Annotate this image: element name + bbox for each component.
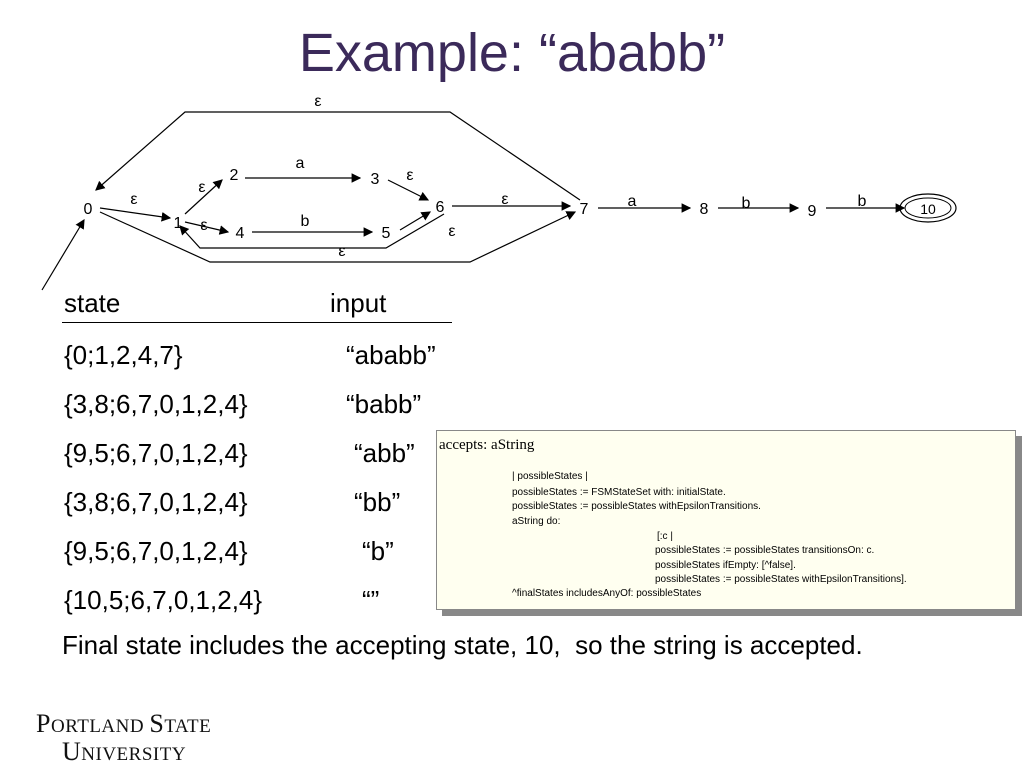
table-row-state: {3,8;6,7,0,1,2,4}	[64, 389, 248, 419]
table-row-state: {0;1,2,4,7}	[64, 340, 183, 370]
code-line: possibleStates := possibleStates transitionsOn: c.	[655, 545, 875, 556]
edge-6-1	[180, 214, 444, 248]
table-row-input: “bb”	[354, 487, 401, 517]
label-a-2-3: a	[295, 155, 305, 172]
accepting-state-10	[900, 194, 956, 222]
logo-text: NIVERSITY	[81, 744, 187, 765]
code-line: possibleStates := possibleStates withEpsilonTransitions.	[512, 501, 761, 512]
code-line: | possibleStates |	[512, 471, 588, 482]
nfa-diagram	[0, 0, 1024, 300]
state-3: 3	[370, 171, 380, 188]
label-e-5-6: ε	[448, 223, 456, 240]
label-e-1-2: ε	[198, 179, 206, 196]
university-logo	[36, 709, 212, 768]
code-line: possibleStates := FSMStateSet with: initialState.	[512, 487, 726, 498]
label-b-8-9: b	[741, 195, 751, 212]
label-a-7-8: a	[627, 193, 637, 210]
label-b-9-10: b	[857, 193, 867, 210]
state-8: 8	[699, 201, 709, 218]
code-line: [:c |	[657, 531, 673, 542]
table-row-input: “”	[362, 585, 380, 615]
header-divider	[62, 322, 452, 323]
table-header-state: state	[64, 288, 121, 318]
label-b-4-5: b	[300, 213, 310, 230]
table-row-state: {9,5;6,7,0,1,2,4}	[64, 536, 248, 566]
table-header-input: input	[330, 288, 387, 318]
logo-letter: U	[62, 737, 82, 766]
code-line: ^finalStates includesAnyOf: possibleStates	[512, 588, 702, 599]
label-e-6-1: ε	[338, 243, 346, 260]
table-row-state: {10,5;6,7,0,1,2,4}	[64, 585, 263, 615]
code-snippet-box	[436, 430, 1016, 610]
state-9: 9	[807, 203, 817, 220]
label-e-1-4: ε	[200, 217, 208, 234]
logo-letter: S	[149, 709, 165, 738]
table-row-input: “babb”	[346, 389, 422, 419]
label-e-3-6: ε	[406, 167, 414, 184]
state-1: 1	[173, 215, 183, 232]
table-row-input: “b”	[362, 536, 394, 566]
code-line: aString do:	[512, 516, 561, 527]
label-e-6-7: ε	[501, 191, 509, 208]
table-row-state: {3,8;6,7,0,1,2,4}	[64, 487, 248, 517]
logo-text: TATE	[164, 716, 212, 737]
label-e-0-1: ε	[130, 191, 138, 208]
label-top-epsilon: ε	[314, 93, 322, 110]
conclusion-text: Final state includes the accepting state, 10, so the string is accepted.	[62, 630, 863, 660]
state-10: 10	[920, 201, 936, 217]
start-arrow	[42, 220, 84, 290]
state-5: 5	[381, 225, 391, 242]
table-row-input: “abb”	[354, 438, 415, 468]
edge-5-6	[400, 212, 430, 230]
table-row-input: “ababb”	[346, 340, 436, 370]
edge-top-epsilon	[96, 112, 580, 200]
logo-text: ORTLAND	[50, 716, 150, 737]
state-4: 4	[235, 225, 245, 242]
table-row-state: {9,5;6,7,0,1,2,4}	[64, 438, 248, 468]
code-title: accepts: aString	[439, 437, 535, 453]
code-line: possibleStates := possibleStates withEpsilonTransitions].	[655, 574, 907, 585]
state-0: 0	[83, 201, 93, 218]
state-2: 2	[229, 167, 239, 184]
logo-letter: P	[36, 709, 51, 738]
slide-title: Example: “ababb”	[298, 23, 726, 83]
code-line: possibleStates ifEmpty: [^false].	[655, 560, 796, 571]
state-7: 7	[579, 201, 589, 218]
state-6: 6	[435, 199, 445, 216]
